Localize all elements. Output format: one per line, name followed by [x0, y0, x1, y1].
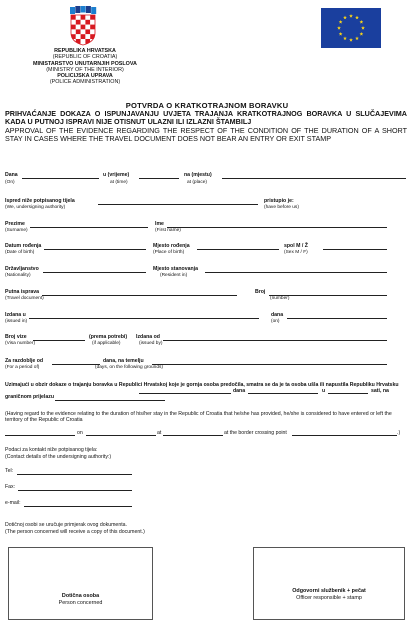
- place-label: na (mjestu): [184, 172, 212, 178]
- fax-label: Fax:: [5, 484, 16, 490]
- paragraph-sati-label: sati, na: [371, 388, 389, 394]
- dana-label: Dana: [5, 172, 18, 178]
- paragraph-border-label: graničnom prijelazu: [5, 394, 55, 400]
- authority-field[interactable]: [98, 204, 258, 205]
- issued-in-label: Izdana u: [5, 312, 26, 318]
- nationality-label: Državljanstvo: [5, 266, 39, 272]
- officer-signature-box[interactable]: [253, 547, 405, 620]
- contact-title-english: (Contact details of the undersigning authority:): [5, 454, 112, 460]
- title-croatian: PRIHVAĆANJE DOKAZA O ISPUNJAVANJU UVJETA TRAJANJA KRATKOTRAJNOG BORAVKA U SLUČAJEVIMA KADA U PUTNOJ ISPRAVI NIJE OTISNUT ULAZNI ILI IZLAZNI ŠTAMBILJ: [5, 109, 407, 127]
- email-label: e-mail:: [5, 500, 21, 506]
- paragraph-dana-label: dana: [233, 388, 246, 394]
- travel-document-field[interactable]: [42, 295, 237, 296]
- grounds-field[interactable]: [152, 364, 387, 365]
- have-before-sublabel: (have before us): [264, 205, 299, 210]
- paragraph-english: (Having regard to the evidence relating to the duration of his/her stay in the Republic of Croatia that he/she has provided, he/she is considered to have entered or left the territory of the Republic of Croatia: [5, 411, 392, 424]
- authority-line: POLICIJSKA UPRAVA: [57, 73, 113, 80]
- copy-note-croatian: Dotičnoj osobi se uručuje primjerak ovog dokumenta.: [5, 522, 127, 528]
- place-of-birth-field[interactable]: [197, 249, 279, 250]
- travel-document-label: Putna isprava: [5, 289, 40, 295]
- residence-sublabel: (Resident in): [160, 273, 188, 278]
- paragraph-croatian-text: Uzimajući u obzir dokaze o trajanju boravka u Republici Hrvatskoj koje je gornja osoba predočila, smatra se da je ta osoba ušla ili napustila Republiku Hrvatsku: [5, 382, 399, 388]
- dana-field[interactable]: [22, 178, 99, 179]
- if-applicable-sublabel: (if applicable): [92, 341, 121, 346]
- croatia-coat-of-arms: [68, 6, 98, 46]
- visa-number-field[interactable]: [33, 340, 85, 341]
- surname-field[interactable]: [30, 227, 148, 228]
- authority-line: (POLICE ADMINISTRATION): [49, 79, 121, 86]
- if-applicable-label: (prema potrebi): [89, 334, 128, 340]
- issue-date-label: dana: [271, 312, 284, 318]
- paragraph-on-label: on: [77, 430, 83, 436]
- issued-in-field[interactable]: [29, 318, 259, 319]
- tel-field[interactable]: [17, 474, 132, 475]
- on-sublabel: (on): [271, 319, 280, 324]
- surname-sublabel: (Surname): [5, 228, 28, 233]
- entry-exit-date-field-en[interactable]: [86, 435, 156, 436]
- date-of-birth-sublabel: (Date of birth): [5, 250, 35, 255]
- issued-in-sublabel: (issued in): [5, 319, 28, 324]
- period-sublabel: (For a period of): [5, 365, 40, 370]
- first-name-sublabel: (First name): [155, 228, 181, 233]
- sex-sublabel: (Sex M / F): [284, 250, 308, 255]
- email-field[interactable]: [24, 506, 132, 507]
- period-label: Za razdoblje od: [5, 358, 44, 364]
- period-field[interactable]: [52, 364, 100, 365]
- border-crossing-field[interactable]: [55, 400, 165, 401]
- issue-date-field[interactable]: [287, 318, 387, 319]
- authority-line: REPUBLIKA HRVATSKA: [54, 48, 116, 54]
- paragraph-croatian: [5, 382, 407, 388]
- authority-line: (MINISTRY OF THE INTERIOR): [46, 66, 124, 73]
- place-field[interactable]: [222, 178, 406, 179]
- first-name-field[interactable]: [167, 227, 387, 228]
- entry-exit-time-field-en[interactable]: [163, 435, 223, 436]
- first-name-label: Ime: [155, 221, 164, 227]
- tel-label: Tel:: [5, 468, 14, 474]
- contact-title-croatian: Podaci za kontakt niže potpisanog tijela:: [5, 447, 98, 453]
- sex-field[interactable]: [323, 249, 387, 250]
- at-time-sublabel: at (time): [110, 180, 128, 185]
- authority-header: [20, 48, 150, 86]
- place-of-birth-label: Mjesto rođenja: [153, 243, 190, 249]
- document-number-label: Broj: [255, 289, 266, 295]
- copy-note-english: (The person concerned will receive a copy of this document.): [5, 529, 145, 535]
- border-crossing-field-en[interactable]: [292, 435, 397, 436]
- document-title: POTVRDA O KRATKOTRAJNOM BORAVKU: [125, 101, 289, 110]
- officer-signature-label: Odgovorni službenik + pečat: [292, 588, 366, 594]
- entry-exit-field-en[interactable]: [5, 435, 75, 436]
- nationality-field[interactable]: [43, 272, 146, 273]
- paragraph-at-label: at: [157, 430, 162, 436]
- date-of-birth-label: Datum rođenja: [5, 243, 42, 249]
- authority-line: (REPUBLIC OF CROATIA): [52, 54, 118, 61]
- time-label: u (vrijeme): [103, 172, 130, 178]
- date-of-birth-field[interactable]: [44, 249, 146, 250]
- at-place-sublabel: at (place): [187, 180, 207, 185]
- visa-number-sublabel: (Visa number): [5, 341, 36, 346]
- surname-label: Prezime: [5, 221, 25, 227]
- time-field[interactable]: [139, 178, 179, 179]
- fax-field[interactable]: [18, 490, 132, 491]
- officer-signature-sublabel: Officer responsible + stamp: [296, 595, 362, 601]
- residence-field[interactable]: [205, 272, 387, 273]
- days-grounds-sublabel: (days, on the following grounds): [95, 365, 163, 370]
- sex-label: spol M / Ž: [284, 243, 308, 249]
- paragraph-border-crossing-label: at the border crossing point: [224, 430, 287, 436]
- residence-label: Mjesto stanovanja: [153, 266, 198, 272]
- we-authority-sublabel: (We, undersigning authority): [5, 205, 66, 210]
- eu-flag: [321, 8, 381, 48]
- authority-label: Ispred niže potpisanog tijela: [5, 198, 75, 204]
- person-signature-sublabel: Person concerned: [58, 600, 103, 606]
- person-signature-label: Dotična osoba: [61, 593, 100, 599]
- on-sublabel: (On): [5, 180, 15, 185]
- person-signature-box[interactable]: [8, 547, 153, 620]
- nationality-sublabel: (Nationality): [5, 273, 31, 278]
- appeared-label: pristupio je:: [264, 198, 294, 204]
- days-grounds-label: dana, na temelju: [103, 358, 144, 364]
- title-english: APPROVAL OF THE EVIDENCE REGARDING THE RESPECT OF THE CONDITION OF THE DURATION OF A SHORT STAY IN CASES WHERE THE TRAVEL DOCUMENT DOES NOT BEAR AN ENTRY OR EXIT STAMP: [5, 126, 407, 144]
- paragraph-u-label: u: [322, 388, 326, 394]
- entry-exit-field[interactable]: [139, 393, 231, 394]
- issued-by-sublabel: (issued by): [139, 341, 163, 346]
- place-of-birth-sublabel: (Place of birth): [153, 250, 185, 255]
- entry-exit-time-field[interactable]: [328, 393, 368, 394]
- authority-line: MINISTARSTVO UNUTARNJIH POSLOVA: [33, 60, 137, 67]
- travel-document-sublabel: (Travel document): [5, 296, 44, 301]
- issued-by-field[interactable]: [163, 340, 387, 341]
- visa-number-label: Broj vize: [5, 334, 27, 340]
- paragraph-close-label: .): [397, 430, 401, 436]
- issued-by-label: Izdana od: [136, 334, 160, 340]
- entry-exit-date-field[interactable]: [248, 393, 318, 394]
- number-sublabel: (number): [270, 296, 290, 301]
